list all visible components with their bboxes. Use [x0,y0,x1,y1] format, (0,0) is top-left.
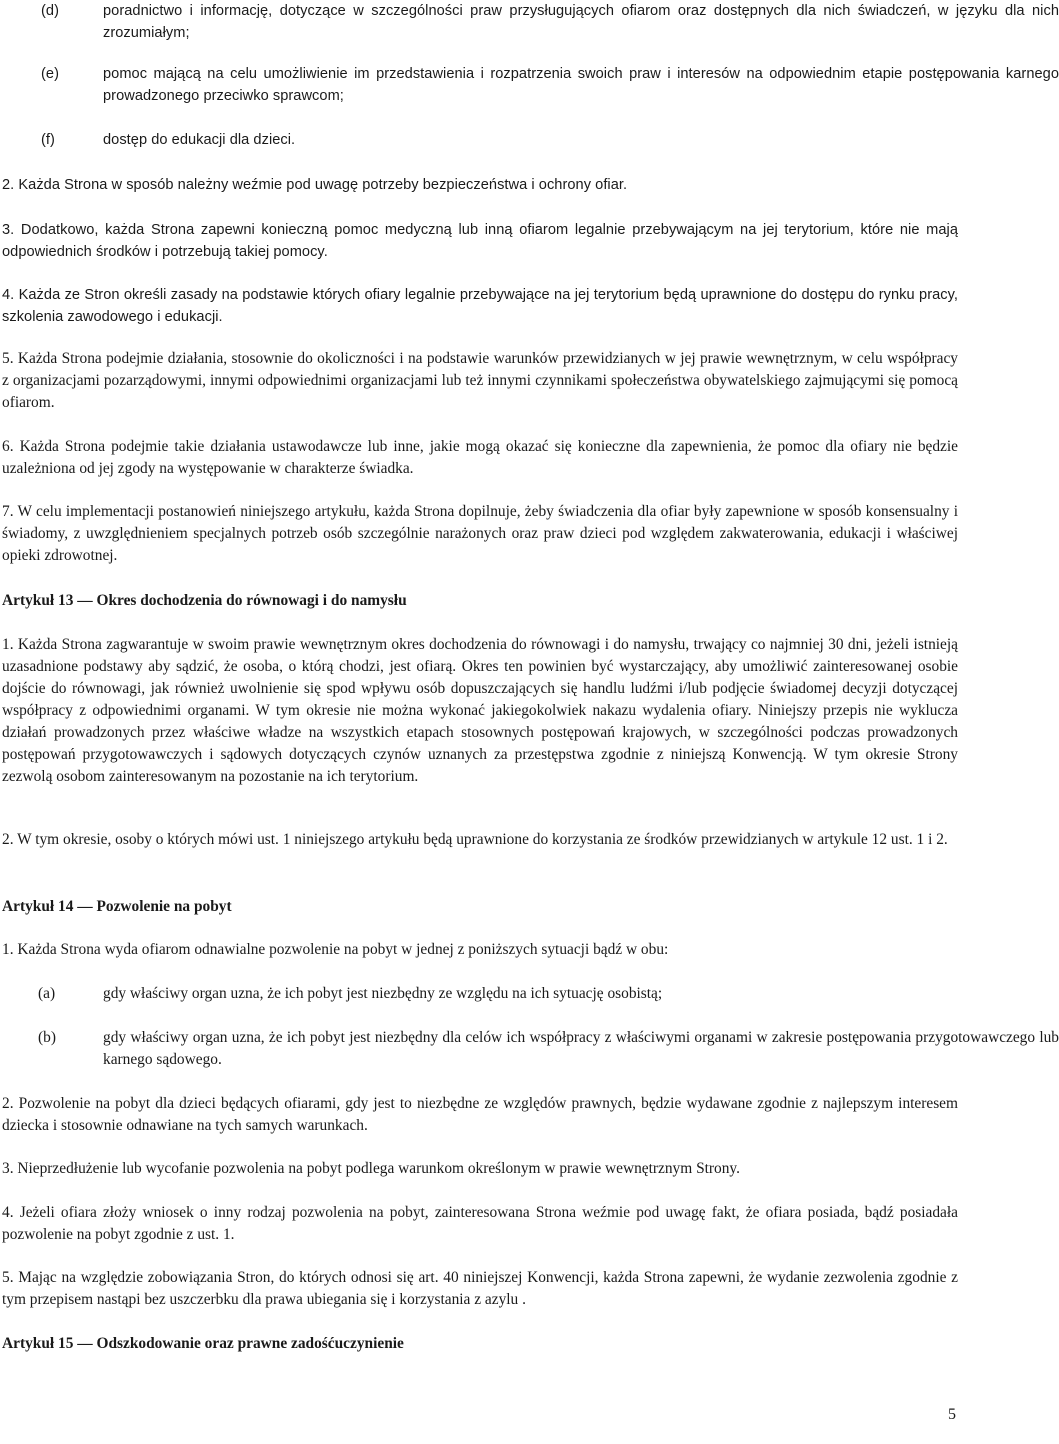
art14-paragraph-5: 5. Mając na względzie zobowiązania Stron, do których odnosi się art. 40 niniejszej Konwencji, każda Strona zapewni, że wydanie zezwolenia zgodnie z tym przepisem nastąpi bez uszczerbku dla prawa ubiegania się i korzystania z azylu . [2,1269,958,1308]
list-item-text: gdy właściwy organ uzna, że ich pobyt jest niezbędny dla celów ich współpracy z właściwymi organami w zakresie postępowania przygotowawczego lub karnego sądowego. [103,1029,1059,1068]
list-marker: (d) [41,3,59,19]
art12-paragraph-2: 2. Każda Strona w sposób należny weźmie pod uwagę potrzeby bezpieczeństwa i ochrony ofiar. [2,177,628,193]
page-number: 5 [948,1406,956,1423]
list-marker: (f) [41,132,55,148]
art13-paragraph-2: 2. W tym okresie, osoby o których mówi ust. 1 niniejszego artykułu będą uprawnione do korzystania ze środków przewidzianych w artykule 12 ust. 1 i 2. [2,831,948,848]
art14-list-item-a [2,983,1059,1005]
art15-heading: Artykuł 15 — Odszkodowanie oraz prawne zadośćuczynienie [2,1335,404,1352]
art14-paragraph-2: 2. Pozwolenie na pobyt dla dzieci będących ofiarami, gdy jest to niezbędne ze względów prawnych, będzie wydawane zgodnie z najlepszym interesem dziecka i stosownie odnawiane na tych samych warunkach. [2,1095,958,1134]
list-item-e [2,63,1059,107]
list-item-text: gdy właściwy organ uzna, że ich pobyt jest niezbędny ze względu na ich sytuację osobistą; [103,985,663,1002]
art12-paragraph-3: 3. Dodatkowo, każda Strona zapewni konieczną pomoc medyczną lub inną ofiarom legalnie przebywającym na jej terytorium, które nie mają odpowiednich środków i potrzebują takiej pomocy. [2,222,958,260]
list-item-text: poradnictwo i informację, dotyczące w szczególności praw przysługujących ofiarom oraz dostępnych dla nich świadczeń, w języku dla nich zrozumiałym; [103,3,1059,41]
art13-heading: Artykuł 13 — Okres dochodzenia do równowagi i do namysłu [2,592,407,609]
art12-paragraph-7: 7. W celu implementacji postanowień niniejszego artykułu, każda Strona dopilnuje, żeby świadczenia dla ofiar były zapewnione w sposób konsensualny i świadomy, z uwzględnieniem specjalnych potrzeb osób szczególnie narażonych oraz praw dzieci pod względem zakwaterowania, edukacji i właściwej opieki zdrowotnej. [2,503,958,564]
art13-paragraph-1: 1. Każda Strona zagwarantuje w swoim prawie wewnętrznym okres dochodzenia do równowagi i do namysłu, trwający co najmniej 30 dni, jeżeli istnieją uzasadnione podstawy aby sądzić, że osoba, o którą chodzi, jest ofiarą. Okres ten powinien być wystarczający, aby umożliwić zainteresowanej osobie dojście do równowagi, jak również uwolnienie się spod wpływu osób dopuszczających się handlu ludźmi i/lub podjęcie świadomej decyzji dotyczącej współpracy z odpowiednimi organami. W tym okresie nie można wykonać jakiegokolwiek nakazu wydalenia ofiary. Niniejszy przepis nie wyklucza działań prowadzonych przez właściwe władze na wszystkich etapach stosownych postępowań krajowych, w szczególności podczas prowadzonych postępowań przygotowawczych i sądowych dotyczących czynów uznanych za przestępstwa zgodnie z niniejszą Konwencją. W tym okresie Strony zezwolą osobom zainteresowanym na pozostanie na ich terytorium. [2,636,958,785]
list-marker: (e) [41,66,59,82]
art14-paragraph-1: 1. Każda Strona wyda ofiarom odnawialne pozwolenie na pobyt w jednej z poniższych sytuacji bądź w obu: [2,941,669,958]
list-item-f [2,129,1059,151]
art12-paragraph-6: 6. Każda Strona podejmie takie działania ustawodawcze lub inne, jakie mogą okazać się konieczne dla zapewnienia, że pomoc dla ofiary nie będzie uzależniona od jej zgody na występowanie w charakterze świadka. [2,438,958,477]
list-item-text: dostęp do edukacji dla dzieci. [103,132,296,148]
art14-list-item-b [2,1027,1059,1071]
list-item-text: pomoc mającą na celu umożliwienie im przedstawienia i rozpatrzenia swoich praw i interesów na odpowiednim etapie postępowania karnego prowadzonego przeciwko sprawcom; [103,66,1059,104]
art14-heading: Artykuł 14 — Pozwolenie na pobyt [2,898,232,915]
list-marker: (a) [38,985,56,1002]
art14-paragraph-4: 4. Jeżeli ofiara złoży wniosek o inny rodzaj pozwolenia na pobyt, zainteresowana Strona weźmie pod uwagę fakt, że ofiara posiada, bądź posiadała pozwolenie na pobyt zgodnie z ust. 1. [2,1204,958,1243]
art12-paragraph-4: 4. Każda ze Stron określi zasady na podstawie których ofiary legalnie przebywające na jej terytorium będą uprawnione do dostępu do rynku pracy, szkolenia zawodowego i edukacji. [2,287,958,325]
art12-paragraph-5: 5. Każda Strona podejmie działania, stosownie do okoliczności i na podstawie warunków przewidzianych w jej prawie wewnętrznym, w celu współpracy z organizacjami pozarządowymi, innymi odpowiednimi organizacjami lub też innymi czynnikami społeczeństwa obywatelskiego zajmującymi się pomocą ofiarom. [2,350,958,411]
list-marker: (b) [38,1029,56,1046]
list-item-d [2,0,1059,44]
art14-paragraph-3: 3. Nieprzedłużenie lub wycofanie pozwolenia na pobyt podlega warunkom określonym w prawie wewnętrznym Strony. [2,1160,740,1177]
